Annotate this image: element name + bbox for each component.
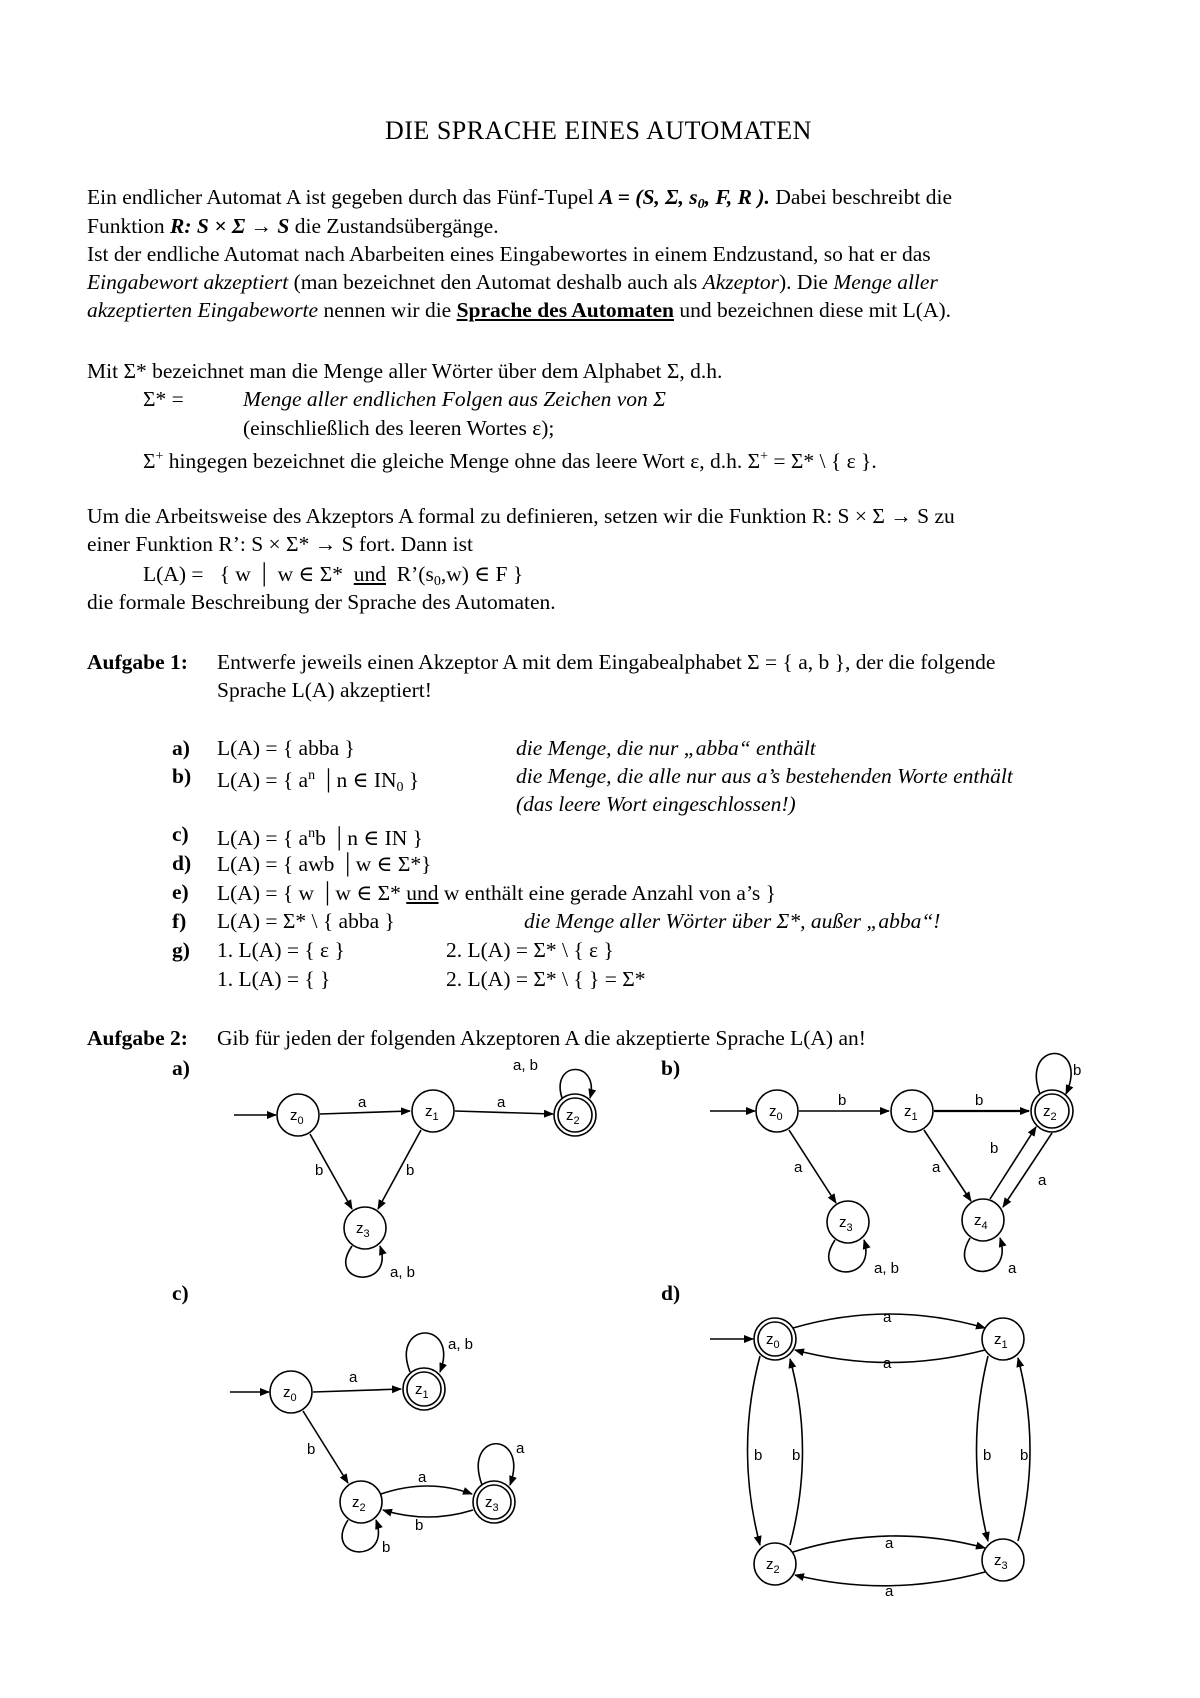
expr: n ∈ IN }	[347, 826, 423, 850]
edge-label: a	[794, 1159, 803, 1176]
state-label: $z_1$	[994, 1331, 1008, 1351]
item-b-label: b)	[172, 764, 192, 788]
state-label: $z_4$	[974, 1212, 988, 1232]
term-words: akzeptierten Eingabeworte	[87, 298, 319, 322]
term-acceptor: Akzeptor	[702, 270, 780, 294]
term-set: Menge aller	[833, 270, 938, 294]
edge-label: b	[307, 1441, 316, 1458]
loop	[342, 1520, 378, 1552]
diagram-d-label: d)	[661, 1281, 681, 1305]
intro-text: ). Die	[779, 270, 834, 294]
superscript: n	[308, 826, 316, 841]
la-label: L(A) =	[143, 562, 204, 586]
edge-label: a	[885, 1583, 894, 1600]
item-a-label: a)	[172, 736, 190, 760]
item-c-label: c)	[172, 822, 189, 846]
intro-text: Dabei beschreibt die	[769, 185, 953, 209]
edge-label: b	[754, 1447, 763, 1464]
state-label: $z_3$	[839, 1214, 853, 1234]
expr: n ∈ IN	[336, 768, 397, 792]
expr: L(A) = { a	[217, 768, 309, 792]
superscript: n	[308, 768, 316, 783]
state-label: $z_3$	[994, 1552, 1008, 1572]
subscript: 0	[433, 574, 441, 589]
intro-text: die Zustandsübergänge.	[289, 214, 499, 238]
and-word: und	[353, 562, 387, 586]
and-word: und	[406, 881, 439, 905]
loop-label: b	[382, 1539, 391, 1556]
expr: L(A) = { a	[217, 826, 309, 850]
state-label: $z_0$	[766, 1331, 780, 1351]
item-g-2a: 1. L(A) = { }	[217, 967, 331, 991]
term-accepted: Eingabewort akzeptiert	[87, 270, 289, 294]
edge-label: a	[497, 1094, 506, 1111]
intro-text: nennen wir die	[318, 298, 457, 322]
sigma: Σ	[143, 449, 156, 473]
sigma-text: hingegen bezeichnet die gleiche Menge ohne das leere Wort ε, d.h. Σ	[163, 449, 761, 473]
edge	[378, 1130, 421, 1209]
item-f-label: f)	[172, 909, 187, 933]
task1-text-2: Sprache L(A) akzeptiert!	[217, 678, 432, 702]
tuple-formula-end: , F, R ).	[704, 185, 770, 209]
item-a-expr: L(A) = { abba }	[217, 736, 355, 760]
sigma-star-definition: Menge aller endlichen Folgen aus Zeichen von Σ	[243, 387, 666, 411]
item-b-desc-2: (das leere Wort eingeschlossen!)	[516, 792, 796, 816]
state-label: $z_1$	[415, 1381, 429, 1401]
item-a-desc: die Menge, die nur „abba“ enthält	[516, 736, 816, 760]
item-f-expr: L(A) = Σ* \ { abba }	[217, 909, 395, 933]
loop	[829, 1240, 866, 1272]
expr: }	[403, 768, 420, 792]
loop-label: a	[516, 1440, 525, 1457]
state-label: $z_0$	[283, 1384, 297, 1404]
diagram-a	[234, 1070, 596, 1278]
set-bar: |	[261, 558, 267, 587]
loop-label: a, b	[874, 1260, 900, 1277]
formal-line-1: Um die Arbeitsweise des Akzeptors A formal zu definieren, setzen wir die Funktion R: S × Σ → S zu	[87, 504, 955, 528]
condition: ,w) ∈ F }	[440, 562, 524, 586]
edge-label: b	[415, 1517, 424, 1534]
edge-label: a	[358, 1094, 367, 1111]
intro-text: und bezeichnen diese mit L(A).	[674, 298, 952, 322]
superscript: +	[760, 449, 769, 464]
subscript: 0	[697, 197, 705, 212]
loop	[346, 1246, 382, 1277]
diagram-c-label: c)	[172, 1281, 189, 1305]
edge	[455, 1111, 553, 1114]
edge-label: a	[932, 1159, 941, 1176]
edge-label: a	[418, 1469, 427, 1486]
loop	[1036, 1054, 1071, 1095]
state-label: $z_2$	[1043, 1103, 1057, 1123]
edge-label: b	[792, 1447, 801, 1464]
sigma-text: = Σ* \ { ε }.	[768, 449, 877, 473]
state-label: $z_2$	[566, 1107, 580, 1127]
condition: R’(s	[396, 562, 434, 586]
loop-label: a	[1008, 1260, 1017, 1277]
item-g-1a: 1. L(A) = { ε }	[217, 938, 345, 962]
task2-text: Gib für jeden der folgenden Akzeptoren A die akzeptierte Sprache L(A) an!	[217, 1026, 866, 1050]
edge-label: a	[1038, 1172, 1047, 1189]
diagram-a-label: a)	[172, 1056, 190, 1080]
set-bar: |	[325, 764, 332, 793]
loop	[965, 1238, 1003, 1271]
edge	[313, 1389, 401, 1392]
edge-label: a	[885, 1535, 894, 1552]
item-d-label: d)	[172, 851, 192, 875]
expr: w enthält eine gerade Anzahl von a’s }	[438, 881, 776, 905]
loop	[406, 1333, 443, 1372]
expr: b	[315, 826, 326, 850]
condition: w ∈ Σ*	[277, 562, 344, 586]
item-g-label: g)	[172, 938, 190, 962]
state-label: $z_0$	[769, 1103, 783, 1123]
loop	[478, 1444, 513, 1485]
edge	[383, 1510, 473, 1517]
function-formula: R: S × Σ → S	[170, 214, 290, 238]
expr: L(A) = { w	[217, 881, 315, 905]
subscript: 0	[396, 780, 404, 795]
edge-label: b	[983, 1447, 992, 1464]
set-bar: |	[324, 877, 331, 906]
edge-label: b	[975, 1092, 984, 1109]
intro-line-3: Ist der endliche Automat nach Abarbeiten eines Eingabewortes in einem Endzustand, so hat er das	[87, 242, 931, 266]
intro-text: Ein endlicher Automat A ist gegeben durch das Fünf-Tupel	[87, 185, 600, 209]
task2-label: Aufgabe 2:	[87, 1026, 188, 1050]
expr: L(A) = { awb	[217, 852, 335, 876]
sigma-star-label: Σ* =	[143, 387, 184, 411]
intro-text: Funktion	[87, 214, 171, 238]
loop-label: b	[1073, 1062, 1082, 1079]
intro-text: (man bezeichnet den Automat deshalb auch als	[288, 270, 703, 294]
term-language: Sprache des Automaten	[456, 298, 674, 322]
edge-label: b	[990, 1140, 999, 1157]
set-open: { w	[219, 562, 251, 586]
sigma-line-3: (einschließlich des leeren Wortes ε);	[243, 416, 555, 440]
formal-line-4: die formale Beschreibung der Sprache des Automaten.	[87, 590, 556, 614]
expr: w ∈ Σ*	[335, 881, 407, 905]
state-label: $z_0$	[290, 1107, 304, 1127]
item-b-desc-1: die Menge, die alle nur aus a’s bestehenden Worte enthält	[516, 764, 1013, 788]
sigma-line-1: Mit Σ* bezeichnet man die Menge aller Wörter über dem Alphabet Σ, d.h.	[87, 359, 723, 383]
page-title: DIE SPRACHE EINES AUTOMATEN	[385, 116, 812, 145]
edge	[320, 1111, 410, 1114]
edge	[990, 1127, 1036, 1199]
diagram-b-label: b)	[661, 1056, 681, 1080]
edge-label: a	[883, 1309, 892, 1326]
expr: w ∈ Σ*}	[355, 852, 432, 876]
diagram-b	[710, 1054, 1073, 1272]
item-e-label: e)	[172, 880, 189, 904]
edge-label: b	[1020, 1447, 1029, 1464]
edge-label: a	[349, 1369, 358, 1386]
item-f-desc: die Menge aller Wörter über Σ*, außer „abba“!	[524, 909, 941, 933]
item-g-1b: 2. L(A) = Σ* \ { ε }	[446, 938, 614, 962]
formal-line-2: einer Funktion R’: S × Σ* → S fort. Dann ist	[87, 532, 473, 556]
edge	[1003, 1133, 1052, 1207]
diagram-c	[230, 1333, 515, 1552]
loop-label: a, b	[513, 1057, 539, 1074]
state-label: $z_3$	[356, 1220, 370, 1240]
state-label: $z_3$	[485, 1494, 499, 1514]
item-g-2b: 2. L(A) = Σ* \ { } = Σ*	[446, 967, 646, 991]
state-label: $z_2$	[766, 1556, 780, 1576]
state-label: $z_2$	[352, 1494, 366, 1514]
set-bar: |	[336, 822, 342, 851]
state-label: $z_1$	[425, 1103, 439, 1123]
loop-label: a, b	[390, 1264, 416, 1281]
tuple-formula: A = (S, Σ, s	[599, 185, 698, 209]
set-bar: |	[345, 848, 351, 877]
state-label: $z_1$	[904, 1103, 918, 1123]
loop-label: a, b	[448, 1336, 474, 1353]
task1-text-1: Entwerfe jeweils einen Akzeptor A mit dem Eingabealphabet Σ = { a, b }, der die folgende	[217, 650, 996, 674]
edge-label: b	[406, 1162, 415, 1179]
task1-label: Aufgabe 1:	[87, 650, 188, 674]
edge-label: a	[883, 1355, 892, 1372]
edge-label: b	[315, 1162, 324, 1179]
superscript: +	[155, 449, 164, 464]
edge	[381, 1486, 472, 1494]
edge-label: b	[838, 1092, 847, 1109]
